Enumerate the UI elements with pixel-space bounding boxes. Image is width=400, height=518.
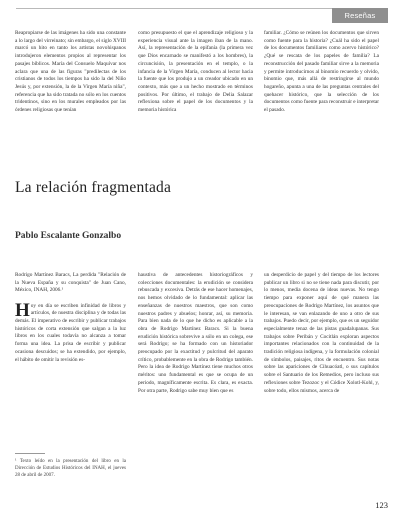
footnote: ¹ Texto leído en la presentación del libro en la Dirección de Estudios Históricos del INAH, el jueves 28 de abril de 2007. <box>15 459 126 479</box>
bottom-col2-text: haustiva de antecedentes historiográficos y colecciones documentales: la erudición se considera rebuscada y excesiva. Detrás de ese hacer homenajes, nos hemos olvidado de lo fundamental: aplicar las enseñanzas de nuestros maestros, que son como nuestros padres y abuelos; honrar, así, su memoria. Para bien nada de lo que he dicho es aplicable a la obra de Rodrigo Martínez Baracs. Si la buena erudición histórica sobrevive a sólo en un colega, ese será Rodrigo; se ha formado con un historiador preocupado por la exactitud y pulcritud del aparato crítico, probablemente en la obra de Rodrigo también. Pero la idea de Rodrigo Martínez tiene muchos otros méritos: uno fundamental es que se ocupa de un periodo, magníficamente escrita. Es clara, es exacta. Por otra parte, Rodrigo sabe muy bien que es <box>138 272 253 394</box>
review-author: Pablo Escalante Gonzalbo <box>15 231 122 241</box>
top-column-3 <box>264 30 379 115</box>
section-label: Reseñas <box>332 8 388 23</box>
citation: Rodrigo Martínez Baracs, La perdida "Relación de la Nueva España y su conquista" de Juan Cano, México, INAH, 2006.¹ <box>15 272 126 294</box>
footnote-rule <box>15 453 45 454</box>
top-col1-text: Reapropiarse de las imágenes ha sido una constante a lo largo del virreinato; sin embargo, el siglo XVIII marcó un hito en tanto los artistas novohispanos introdujeron elementos propios al representar los pasajes bíblicos. María del Consuelo Maquívar nos aclara que una de las figuras "predilectas de los cristianos de todos los tiempos ha sido la del Niño Jesús y, por extensión, la de la Virgen María niña", referencia que ha sido tratada no sólo en los cuentos tridentinos, sino en los murales empleados por las órdenes religiosas que tenían <box>15 30 126 114</box>
top-col2-text: como presupuesto el que el aprendizaje religioso y la experiencia visual ante la imagen iban de la mano. Así, la representación de la epifanía (la primera vez que Dios encarnado se manifestó a los hombres), la circuncisión, la presentación en el templo, o la infancia de la Virgen María, conducen al lector hacia la fuente que los produjo a un creador ubicado en un contexto, más que a un hecho mostrado en términos positivos. Por último, el trabajo de Delia Salazar reflexiona sobre el papel de los documentos y la memoria histórica <box>138 30 253 114</box>
bottom-col1-body <box>15 299 126 365</box>
bottom-col1-text: oy en día se escriben infinidad de libros y artículos, de nuestra disciplina y de todas las demás. El imperativo de escribir y publicar trabajos históricos de corta extensión que salgan a la luz libros en los cuales todavía no alcanza a tomar forma una idea. La prisa de escribir y publicar ocasiona descuidos; se ha extendido, por ejemplo, el hábito de omitir la revisión es- <box>15 302 126 363</box>
bottom-column-3 <box>264 272 379 395</box>
bottom-col3-text: un desperdicio de papel y del tiempo de los lectores publicar un libro si no se tiene nada para discutir, por lo menos, media docena de ideas nuevas. No tengo tiempo para exponer aquí de qué manera las preocupaciones de Rodrigo Martínez, los asuntos que le interesan, se van enlazando de uno a otro de sus trabajos. Puedo decir, por ejemplo, que es un seguidor especialmente tenaz de las pistas guadalupanas. Sus trabajos sobre Peribán y Cocitlán exploran aspectos importantes relacionados con la continuidad de la tradición religiosa indígena, y la formulación colonial de símbolos, paisajes, ritos de encuentro. Sus notas sobre las apariciones de Cihuacóatl, o sus capítulos sobre el Santuario de los Remedios, pero incluso sus reflexiones sobre Tezozoc y el Códice Xolotl-Kohl, y, sobre todo, ellos mismos, acerca de <box>264 272 379 394</box>
top-col3-text: familiar. ¿Cómo se reúnen los documentos que sirven como fuente para la historia? ¿Cuál ha sido el papel de los documentos familiares como acervo histórico? ¿Qué se rescata de los papeles de familia? La reconstrucción del pasado familiar sirve a la memoria y permite introducirnos al binomio recuerdo y olvido, binomio que, más allá de restringirse al mundo hogareño, apunta a una de las preguntas centrales del quehacer histórico, que la selección de los documentos como fuente para reconstruir e interpretar el pasado. <box>264 30 380 114</box>
top-column-1 <box>15 30 126 115</box>
top-column-2 <box>138 30 253 115</box>
drop-cap: H <box>15 299 30 321</box>
page-number: 123 <box>375 500 388 510</box>
review-title: La relación fragmentada <box>15 179 172 196</box>
bottom-column-2 <box>138 272 253 395</box>
bottom-column-1 <box>15 272 126 364</box>
